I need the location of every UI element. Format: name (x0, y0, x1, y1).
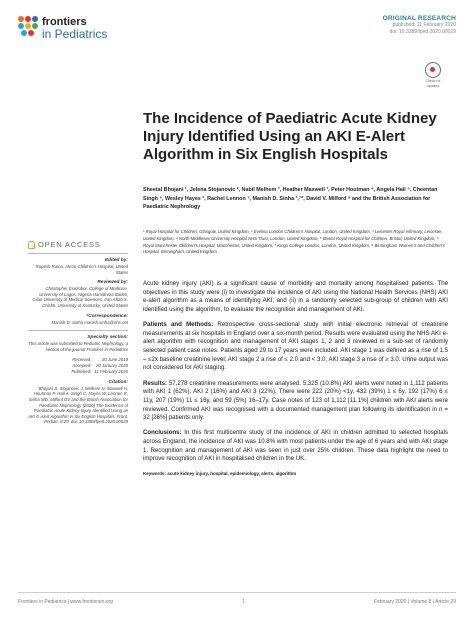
footer-journal-link[interactable]: Frontiers in Pediatrics | www.frontiersin.org (18, 599, 113, 605)
accepted-value: 20 January 2020 (95, 363, 128, 369)
published-date: published: 11 February 2020 (392, 22, 456, 28)
received-value: 30 June 2019 (101, 357, 128, 363)
abstract-results (143, 380, 448, 423)
results-heading: Results: (143, 379, 168, 387)
badge-label-1: Check for (425, 79, 441, 83)
published-label: Published: (71, 368, 92, 374)
doi[interactable]: doi: 10.3389/fped.2020.00029 (389, 29, 456, 35)
article-title: The Incidence of Paediatric Acute Kidney Injury Identified Using an AKI E-Alert Algorithm in Six English Hospitals (143, 110, 437, 163)
article-type: ORIGINAL RESEARCH (382, 15, 456, 22)
reviewed-by-heading: Reviewed by: (97, 280, 128, 286)
reviewed-by-text: Christopher Esezobor, College of Medicine, University of Lagos, Nigeria Hamidreza Badeli, Gilan University of Medical Sciences, Iran Aftab S. Chishti, University of Kentucky, United States (32, 286, 128, 308)
open-access-label (28, 240, 128, 254)
page-footer (18, 592, 456, 605)
published-value: 11 February 2020 (94, 368, 128, 374)
specialty-section (28, 335, 128, 352)
citation (28, 380, 128, 425)
abstract-methods (143, 321, 448, 373)
citation-heading: Citation: (108, 379, 128, 385)
edited-by (28, 258, 128, 275)
edited-by-text: Rupesh Raina, Akron Children's Hospital, United States (35, 264, 128, 275)
edited-by-heading: Edited by: (104, 258, 128, 263)
keywords-heading: Keywords: (143, 471, 167, 477)
methods-heading: Patients and Methods: (143, 321, 214, 329)
reviewed-by (28, 280, 128, 308)
journal-name-line2: in Pediatrics (42, 27, 108, 41)
received-label: Received: (72, 357, 92, 363)
correspondence-heading: *Correspondence: (86, 313, 128, 319)
author-list: Sheetal Bhojani ¹, Jelena Stojanovic ², Nabil Melhem ³, Heather Maxwell ¹, Peter Houtman ⁴, Angela Hall ⁵, Cheentan Singh ⁶, Wesley Hayes ², Rachel Lennon ⁷, Manish D. Sinha ³,⁷*, David V. Milford ⁸ and the British Association for Paediatric Nephrology (143, 187, 438, 211)
badge-label-2: updates (426, 84, 440, 88)
conclusions-heading: Conclusions: (143, 429, 182, 437)
footer-issue-info: February 2020 | Volume 8 | Article 29 (373, 599, 456, 605)
frontiers-logo-icon (18, 16, 38, 38)
correspondence-text[interactable]: Manish D. Sinha manish.sinha@nhs.net (51, 319, 128, 325)
specialty-text: This article was submitted to Pediatric Nephrology, a section of the journal Frontiers in Pediatrics (28, 341, 128, 352)
accepted-label: Accepted: (72, 363, 92, 369)
update-check-icon (425, 62, 441, 78)
check-for-updates-button[interactable] (422, 62, 444, 88)
article-meta (383, 15, 456, 36)
article-sidebar (28, 240, 128, 430)
affiliations: ¹ Royal Hospital for Children, Glasgow, United Kingdom, ² Evelina London Children's Hospital, London, United Kingdom, ³ Leicester Royal Infirmary, Leicester, United Kingdom, ⁴ North Middlesex University Hospital NHS Trust, London, United Kingdom, ⁵ Bristol Royal Hospital for Children, Bristol, United Kingdom, ⁶ Royal Manchester Children's Hospital, Manchester, United Kingdom, ⁷ Kings College London, London, United Kingdom, ⁸ Birmingham Women's and Children's Hospital, Birmingham, United Kingdom (143, 229, 445, 255)
results-text: 57,278 creatinine measurements were analysed. 5,325 (10.8%) AKI alerts were noted in 1,112 patients with AKI 1 (62%), AKI 2 (16%) and AKI 3 (22%). There were 222 (20%) <1y, 432 (39%) 1 ≤ 6y, 192 (17%) 6 ≤ 11y, 207 (19%) 11 ≤ 16y, and 59 (5%) 16–17y. Case notes of 123 of 1,112 [11.1%] children with AKI alerts were reviewed. Confirmed AKI was recognised with a documented management plan following its identification in n = 32 [26%] patients only. (143, 379, 448, 422)
abstract-conclusions (143, 429, 448, 464)
open-access-icon (28, 241, 35, 249)
specialty-heading: Specialty section: (87, 335, 128, 341)
page-number: 1 (242, 599, 245, 605)
journal-logo[interactable] (18, 16, 107, 40)
conclusions-text: In this first multicentre study of the incidence of AKI in children admitted to selected hospitals across England, the incidence of AKI was 10.8% with most patients under the age of 6 years and with AKI stage 1. Recognition and management of AKI was seen in just over 25% children. These data highlight the need to improve recognition of AKI in hospitalised children in the UK. (143, 429, 448, 463)
correspondence (28, 314, 128, 326)
journal-name-line1: frontiers (42, 16, 87, 28)
open-access-text: OPEN ACCESS (38, 240, 101, 249)
article-dates (28, 357, 128, 374)
sidebar-divider (28, 330, 128, 331)
keywords-text: acute kidney injury, hospital, epidemiology, alerts, algorithm (167, 471, 297, 477)
abstract (143, 280, 448, 479)
keywords (143, 470, 448, 479)
methods-text: Retrospective cross-sectional study with initial electronic retrieval of creatinine measurements at six hospitals in England over a six-month period. Results were evaluated using the NHS AKI e-alert algorithm with recognition and management of AKI stages 1, 2 and 3 reviewed in a sub-set of randomly selected patient case notes. Patients aged 29 to 17 years were included. AKI stage 1 was defined as a rise of 1.5 – ≤2x baseline creatinine level; AKI stage 2 a rise of ≤ 2.0 and < 3.0; AKI stage 3 a rise of ≥ 3.0. Urine output was not considered for AKI staging. (143, 321, 448, 372)
abstract-intro: Acute kidney injury (AKI) is a significant cause of morbidity and mortality among hospitalised patients. The objectives in this study were (i) to investigate the incidence of AKI using the National Health Services (NHS) AKI e-alert algorithm as a means of identifying AKI; and (ii) in a randomly selected sub-group of children with AKI identified using the algorithm, to evaluate the recognition and management of AKI. (143, 280, 448, 313)
citation-text: Bhojani S, Stojanovic J, Melhem N, Maxwell H, Houtman P, Hall A, Singh C, Hayes W, Lennon R, Sinha MD, Milford DV and the British Association for Paediatric Nephrology (2020) The Incidence of Paediatric Acute Kidney Injury Identified Using an AKI E-Alert Algorithm in Six English Hospitals. Front. Pediatr. 8:29. doi: 10.3389/fped.2020.00029 (28, 385, 128, 425)
